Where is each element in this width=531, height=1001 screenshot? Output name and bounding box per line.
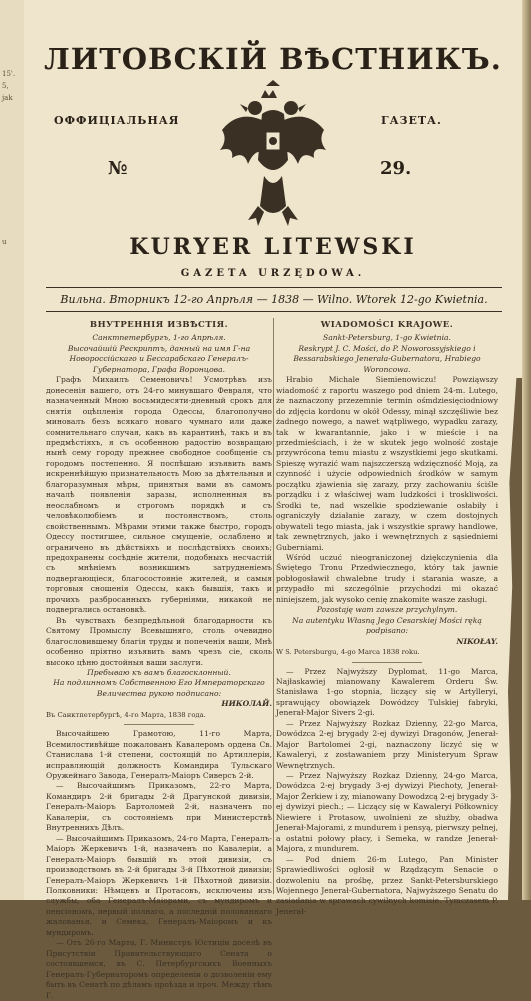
torn-edge [508,378,522,900]
rescript-title: Reskrypt J. C. Mości, do P. Noworossyjskiego i Bessarabskiego Jenerała-Gubernatora, Hrabiego Woroncowa. [293,343,481,374]
paragraph: — Отъ 26-го Марта, Г. Министръ Юстиціи доселѣ въ Присутствіи Правительствующаго Сената о состоявшемся, въ С. Петербургскихъ Военныхъ Генералъ-Губернаторомъ определеніи о дозволеніи ему быть въ Сенатѣ по дѣламъ проѣзда и проч. Между тѣмъ Г. [46,938,272,1000]
paragraph: Высочайшею Грамотою, 11-го Марта, Всемилостивѣйше пожалованъ Кавалеромъ ордена Св. Станислава 1-й степени, состоящій по Артиллеріи, исправляющій должность Командира Тульскаго Оружейнаго Завода, Генералъ-Маіоръ Сиверсъ 2-й. [46,729,272,781]
paragraph: — Высочайшимъ Приказомъ, 24-го Марта, Генералъ-Маіоръ Жеркевичъ 1-й, назначенъ по Кавалеріи, а Генералъ-Маіоръ бывшій въ этой дивизіи, съ производствомъ въ 2-й бригады 3-й Пѣхотной дивизіи; Генералъ-Маіоръ Жеркевичъ 1-й Пѣхотной дивизіи. Полковники: Нѣмцевъ и Протасовъ, исключены изъ службы, оба Генералъ-Маіорами, съ мундиромъ и пенсіономъ, первый полнаго, а последній половиннаго жалованья, и Семека, Генералъ-Маіоромъ и къ мундиромъ. [46,833,272,937]
paragraph: Hrabio Michale Siemienowiczu! Powziąwszy wiadomość z raportu waszego pod dniem 24-m. Lutego, że naznaczony przezemnie termin ośmdziesięciodniowy do zdjęcia kordonu w okół Odessy, minął szczęśliwie bez żadnego nowego, a nawet wątpliwego, wypadku zarazy, tak w kwarantannie, jako i w mieście i na przedmieściach, i że w skutek jego wolność zostaje przywrócona temu miastu z wszystkiemi jego skutkami. Spieszę wyrazić wam najszczerszą wdzięczność Moją, za czynność i użycie odpowiednich środków w samym początku zjawienia się zarazy, przy zachowaniu ściśle porządku i z właściwej wam ludzkości i troskliwości. Środki te, nad wszelkie spodziewanie osłabiły i ograniczyły działanie zarazy, w czem dostojnych obywateli tego miasta, jak i wszystkie sprawy handlowe, tak zewnętrznych, jako i wewnętrznych z sąsiedniemi Guberniami. [276,375,498,552]
bottom-rule [46,311,502,312]
dateline-place: Sankt-Petersburg, 1-go Kwietnia. [323,333,451,343]
paragraph: — Przez Najwyższy Rozkaz Dzienny, 24-go Marca, Dowódzca 2-ej brygady 3-ej dywizyi Piechoty, Jenerał-Major Żerkiew i zy, mianowany Dowodzcą 2-ej brygady 3-ej dywizyi piech.; — Liczący się w Kawaleryi Półkownicy Niewiere i Protasow, uwolnieni ze służby, obadwa Jenerał-Majorami, z mundurem i pensyą, pierwszy pełnej, a ostatni połowy płacy, i Semeka, w randze Jenerał-Majora, z mundurem. [276,771,498,854]
masthead-title-pl: KURYER LITEWSKI [129,234,417,260]
paragraph: — Przez Najwyższy Dyplomat, 11-go Marca, Najłaskawiej mianowany Kawalerem Orderu Św. Stanisława 1-go stopnia, liczący się w Artylleryi, sprawujący obowiązek Dowódzcy Tulskiej fabryki, Jenerał-Major Sivers 2-gi. [276,666,498,718]
paragraph: Въ чувствахъ безпредѣльной благодарности къ Святому Промыслу Всевышняго, столь очевидно благословившему благія труды и попеченія ваши, Мнѣ особенно пріятно изъявить вамъ чрезъ сіе, сколь высоко цѣню достойныя ваши заслуги. [46,615,272,667]
paragraph: Pozostaję wam zawsze przychylnym. [316,605,458,615]
issue-number: 29. [380,158,412,179]
double-headed-eagle-icon [218,80,328,230]
top-rule [46,287,502,288]
section-heading: ВНУТРЕННІЯ ИЗВѢСТІЯ. [89,320,229,330]
prev-fragment: 15'. [2,70,16,78]
prev-fragment: u [2,238,7,246]
dateline: Вильна. Вторникъ 12-го Апрѣля — 1838 — Wilno. Wtorek 12-go Kwietnia. [60,293,488,306]
dateline-place: Санктпетербургъ, 1-го Апрѣля. [92,333,226,343]
prev-fragment: jak [2,94,13,102]
paragraph: — Przez Najwyższy Rozkaz Dzienny, 22-go Marca, Dowódzca 2-ej brygady 2-ej dywizyi Dragonów, Jenerał-Major Bartolomei 2-gi, naznaczony liczyć się w Kawaleryi, z zostawaniem przy Ministeryum Spraw Wewnętrznych. [276,718,498,770]
column-divider [273,318,274,894]
section-heading: WIADOMOŚCI KRAJOWE. [320,320,454,330]
paragraph: — Pod dniem 26-m Lutego, Pan Minister Sprawiedliwości ogłosił w Rządzącym Senacie o dozwoleniu na prośbę, przez Sankt-Petersburskiego Wojennego Jenerał-Gubernatora, Najwyższego Senatu do zasiadania w sprawach cywilnych komisie. Tymczasem P. Jenerał- [276,854,498,916]
paragraph: — Высочайшимъ Приказомъ, 22-го Марта, Командиръ 2-й бригады 2-й Драгунской дивизіи, Генералъ-Маіоръ Бартоломей 2-й, назначенъ по Кавалеріи, съ состояніемъ при Министерствѣ Внутреннихъ Дѣлъ. [46,781,272,833]
separator [352,662,422,663]
separator [124,724,194,725]
rescript-title: Высочайшій Рескриптъ, данный на имя Г-на Новороссійскаго и Бессарабскаго Генералъ-Губернатора, Графа Воронцова. [67,343,251,374]
paragraph: Пребываю къ вамъ благосклонный. [87,667,231,677]
signature-place: W S. Petersburgu, 4-go Marca 1838 roku. [276,648,420,657]
column-polish [276,320,498,916]
paragraph: Wśród uczuć nieograniczonej dziękczynienia dla Świętego Tronu Przedwiecznego, który tak jawnie pobłogosławił chwalebne trudy i starania wasze, a przypadło mi szczególnie przychodzi mi okazać niniejszem, jak wysoko cenię znakomite wasze zasługi. [276,552,498,604]
paragraph: Графъ Михаилъ Семеновичъ! Усмотрѣвъ изъ донесенія вашего, отъ 24-го минувшаго Февраля, что назначенный Мною восьмидесяти-дневный срокъ для снятія оцѣпленія города Одессы, благополучно миновалъ безъ всякаго новаго чумнаго или даже сомнительнаго случая, какъ въ карантинѣ, такъ и въ предмѣстіяхъ, я съ особенною радостію возвращаю нынѣ сему городу прежнее свободное сообщеніе съ городомъ постепенно. Я поспѣшаю изъявить вамъ искреннѣйшую признательность Мою за дѣятельныя и благоразумныя мѣры, принятыя вами въ самомъ началѣ появленія заразы, исполненныя въ неослабномъ и строгомъ порядкѣ и съ человѣколюбіемъ и постоянствомъ, столь свойственнымъ. Мѣрами этими также быстро, городъ Одессу постигшее, сильное смущеніе, ослаблено и ограничено въ дѣйствіяхъ и послѣдствіяхъ своихъ; предохранены сосѣдніе жители, подобныхъ несчастій съ мнѣніемъ возникшимъ затрудненіемъ подвергающіеся, благосостояніе жителей, и самыя торговыя сношенія Одессы, какъ бывшія, такъ и прочихъ разбросанныхъ губерніями, никакой не подвергались остановкѣ. [46,375,272,615]
newspaper-page [24,0,522,1000]
previous-page-edge [0,0,25,900]
paragraph: На подлинномъ Собственною Его Императорскаго Величества рукою подписано: [53,678,265,698]
column-russian [46,320,272,1000]
masthead-subtitle-pl: GAZETA URZĘDOWA. [180,268,366,279]
gazette-label: ГАЗЕТА. [381,114,442,127]
paragraph: Na autentyku Własną Jego Cesarskiej Mości ręką podpisano: [292,615,482,636]
signature: NIKOŁAY. [456,636,498,646]
prev-fragment: 5, [2,82,9,90]
issue-number-label: № [108,158,128,179]
masthead-title-ru: ЛИТОВСКІЙ ВѢСТНИКЪ. [44,42,502,76]
signature: НИКОЛАЙ. [221,699,272,709]
signature-place: Въ Санктпетербургѣ, 4-го Марта, 1838 года. [46,710,206,719]
official-label: ОФФИЦІАЛЬНАЯ [54,114,180,127]
